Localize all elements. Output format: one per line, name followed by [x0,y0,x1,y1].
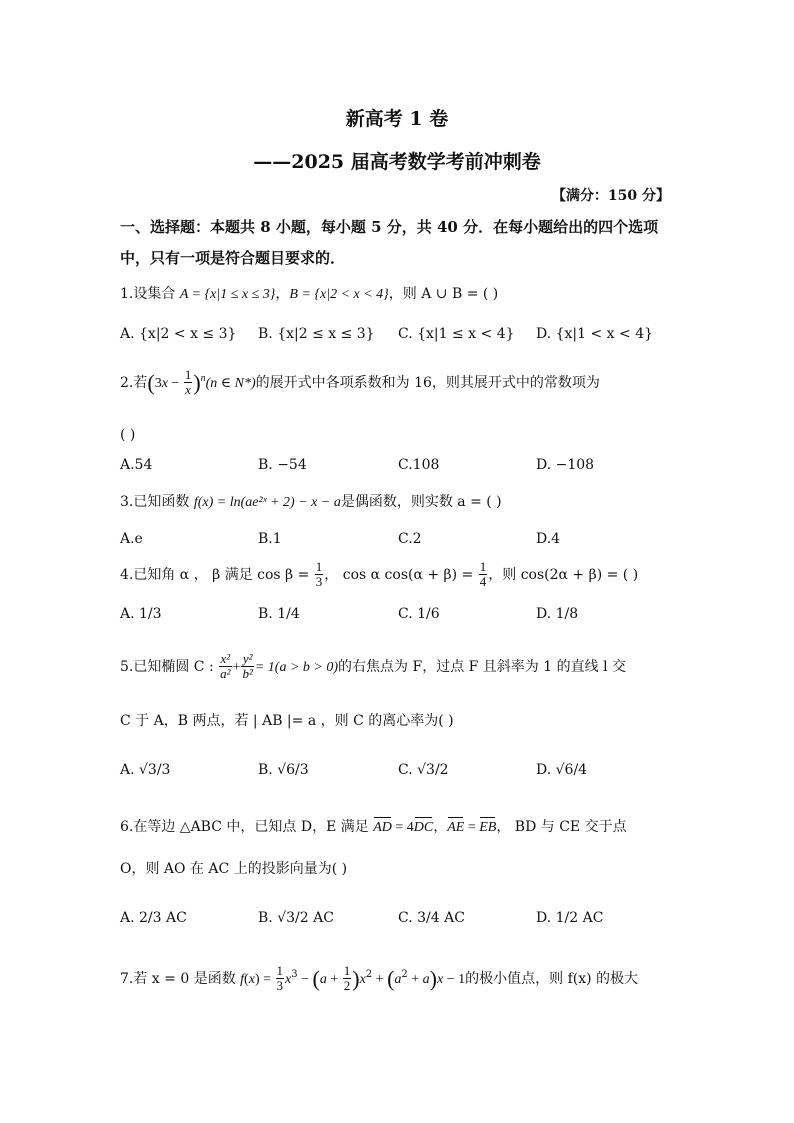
q4-option-c[interactable]: C. 1/6 [398,606,440,622]
q3-option-b[interactable]: B.1 [258,531,282,547]
question-3 [120,491,502,511]
q2-text: 的展开式中各项系数和为 16，则其展开式中的常数项为 [255,374,600,391]
q2-condition: (n ∈ N*) [205,375,256,391]
q4-mid: ， cos α cos(α + β) = [324,566,478,583]
q2-prefix: 2.若 [120,374,148,391]
full-score-label: 【满分：150 分】 [551,188,670,204]
question-1 [120,283,498,303]
q5-text: 的右焦点为 F，过点 F 且斜率为 1 的直线 l 交 [338,658,626,675]
q3-function: f(x) = ln(ae²ˣ + 2) − x − a [193,495,341,510]
q1-set-a: A = {x|1 ≤ x ≤ 3} [179,287,276,302]
q3-option-c[interactable]: C.2 [398,531,422,547]
q7-suffix: 的极小值点，则 f(x) 的极大 [465,970,639,987]
q2-option-d[interactable]: D. −108 [536,457,595,473]
q6-line1a: 6.在等边 △ABC 中，已知点 D，E 满足 [120,819,374,835]
q2-option-b[interactable]: B. −54 [258,457,307,473]
q4-suffix: ，则 cos(2α + β) = ( ) [488,566,639,583]
q1-option-d[interactable]: D. {x|1 < x < 4} [536,326,654,342]
q2-blank: ( ) [120,427,136,443]
q1-suffix: ，则 A ∪ B = ( ) [388,286,499,302]
exam-subtitle: ——2025 届高考数学考前冲刺卷 [253,151,541,173]
q6-line1c: ， BD 与 CE 交于点 [496,819,627,835]
q4-option-a[interactable]: A. 1/3 [120,606,162,622]
q6-option-b[interactable]: B. √3/2 AC [258,910,334,926]
q1-set-b: B = {x|2 < x < 4} [289,287,389,302]
q4-prefix: 4.已知角 α ， β 满足 cos β = [120,566,314,583]
q1-option-c[interactable]: C. {x|1 ≤ x < 4} [398,326,515,342]
q6-option-c[interactable]: C. 3/4 AC [398,910,465,926]
q1-prefix: 1.设集合 [120,286,180,302]
q1-option-b[interactable]: B. {x|2 ≤ x ≤ 3} [258,326,375,342]
question-5: 5.已知椭圆 C : $\frac{\text{x²}}{\text{a²}}$ + $\frac{\text{y²}}{\text{b²}}$ = 1(a > b > 0)的右焦点为 F，过点 F 且斜率为 1 的直线 l 交 [120,651,626,682]
q5-option-d[interactable]: D. √6/4 [536,762,588,778]
q5-option-a[interactable]: A. √3/3 [120,762,171,778]
q2-option-a[interactable]: A.54 [120,457,153,473]
q3-suffix: 是偶函数，则实数 a = ( ) [340,494,502,510]
exam-title: 新高考 1 卷 [345,108,449,130]
q5-option-c[interactable]: C. √3/2 [398,762,449,778]
q5-line-2: C 于 A，B 两点，若 | AB |= a ，则 C 的离心率为( ) [120,713,454,729]
question-6: 6.在等边 △ABC 中，已知点 D，E 满足 AD = 4DC，AE = EB， BD 与 CE 交于点 [120,819,627,835]
q5-option-b[interactable]: B. √6/3 [258,762,309,778]
q1-option-a[interactable]: A. {x|2 < x ≤ 3} [120,326,237,342]
q3-option-a[interactable]: A.e [120,531,143,547]
q5-equation: = 1(a > b > 0) [254,659,339,675]
question-2: 2.若(3x − $\frac{1}{x}$ )$^n$(n ∈ N*)的展开式中各项系数和为 16，则其展开式中的常数项为 [120,367,600,398]
question-4: 4.已知角 α ， β 满足 cos β = $\frac{1}{3}$ ， cos α cos(α + β) = $\frac{1}{4}$ ，则 cos(2α + β) = ( ) [120,559,639,590]
q3-option-d[interactable]: D.4 [536,531,561,547]
q7-prefix: 7.若 x = 0 是函数 [120,970,241,987]
q4-option-b[interactable]: B. 1/4 [258,606,300,622]
q5-prefix: 5.已知椭圆 C : [120,658,219,675]
q6-option-d[interactable]: D. 1/2 AC [536,910,604,926]
question-7: 7.若 x = 0 是函数 f(x) = $\frac{1}{3}$ $x^3 - (a$ + $\frac{1}{2}$ )$x^2 + (a^2 + a)x - 1$的极小值点，则 f(x) 的极大 [120,963,639,994]
q4-option-d[interactable]: D. 1/8 [536,606,579,622]
q6-line-2: O，则 AO 在 AC 上的投影向量为( ) [120,861,348,877]
q3-prefix: 3.已知函数 [120,494,194,510]
q6-option-a[interactable]: A. 2/3 AC [120,910,187,926]
q2-option-c[interactable]: C.108 [398,457,440,473]
section-heading: 一、选择题：本题共 8 小题，每小题 5 分，共 40 分．在每小题给出的四个选项中，只有一项是符合题目要求的． [120,218,659,267]
q6-line1b: ， [433,819,448,835]
q1-sep: ， [275,286,290,302]
